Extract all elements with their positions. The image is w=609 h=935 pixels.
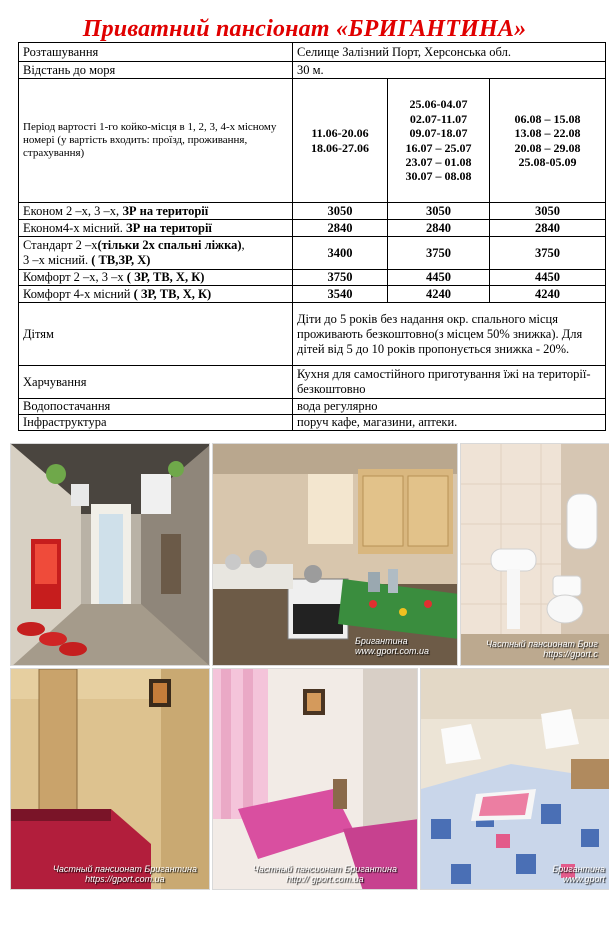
children-label: Дітям — [19, 303, 293, 366]
caption-line: http:// gport.com.ua — [286, 874, 364, 885]
table-row-econom-2 — [19, 220, 606, 237]
caption-line: www.gport — [562, 874, 605, 885]
table-row-food — [19, 366, 606, 399]
caption-line: Бригантина — [354, 636, 408, 647]
table-row-comfort-2 — [19, 286, 606, 303]
food-label: Харчування — [19, 366, 293, 399]
kitchen-caption — [355, 637, 429, 657]
price-cell: 4450 — [490, 270, 606, 286]
kitchen-photo — [212, 443, 458, 666]
period-col-2 — [388, 79, 490, 203]
table-row-period — [19, 79, 606, 203]
room-2-image — [213, 669, 418, 890]
room-amenities: ( ЗР, ТВ, Х, К) — [126, 270, 205, 284]
period-label: Період вартості 1-го койко-місця в 1, 2, 3, 4-х місному номері (у вартість входить: проїзд, проживання, страхування) — [19, 79, 293, 203]
corridor-image — [11, 444, 210, 666]
caption-line: Частный пансионат Бригантина — [52, 864, 197, 875]
price-cell: 3050 — [388, 203, 490, 220]
period-date: 06.08 – 15.08 — [514, 111, 581, 126]
room-1-image — [11, 669, 210, 890]
room-type: Стандарт 2 –х — [23, 238, 98, 252]
caption-line: Бригантина — [552, 864, 605, 875]
distance-label: Відстань до моря — [19, 62, 293, 79]
period-date: 16.07 – 25.07 — [405, 140, 472, 155]
table-row-distance — [19, 62, 606, 79]
corridor-photo — [10, 443, 210, 666]
econom-1-label — [19, 203, 293, 220]
table-row-location — [19, 43, 606, 62]
room-2-photo — [212, 668, 418, 890]
caption-line: Частный пансионат Бригантина — [252, 864, 397, 875]
econom-2-label — [19, 220, 293, 237]
table-row-standard — [19, 237, 606, 270]
water-label: Водопостачання — [19, 399, 293, 415]
page-title: Приватний пансіонат «БРИГАНТИНА» — [82, 16, 527, 42]
room-type: Комфорт 4-х місний — [23, 286, 134, 301]
price-cell: 3050 — [293, 203, 388, 220]
price-cell: 3050 — [490, 203, 606, 220]
food-value: Кухня для самостійного приготування їжі на території-безкоштовно — [293, 366, 606, 399]
room-type: Економ4-х місний. — [23, 220, 126, 235]
table-row-econom-1 — [19, 203, 606, 220]
room-1-caption — [53, 865, 197, 885]
price-cell: 3750 — [490, 237, 606, 270]
location-value: Селище Залізний Порт, Херсонська обл. — [293, 43, 606, 62]
bathroom-caption — [486, 640, 598, 660]
caption-line: Частный пансионат Бриг — [486, 639, 598, 650]
period-date: 11.06-20.06 — [311, 126, 369, 141]
period-col-1 — [293, 79, 388, 203]
price-cell: 3750 — [293, 270, 388, 286]
period-date: 13.08 – 22.08 — [514, 126, 581, 141]
table-row-children — [19, 303, 606, 366]
caption-line: https://gport.com.ua — [85, 874, 165, 885]
location-label: Розташування — [19, 43, 293, 62]
price-table — [18, 42, 606, 431]
period-date: 30.07 – 08.08 — [405, 169, 472, 184]
photo-gallery — [10, 443, 609, 890]
period-col-3 — [490, 79, 606, 203]
bathroom-photo — [460, 443, 609, 666]
room-amenities: ( ЗР, ТВ, Х, К) — [133, 286, 212, 301]
price-cell: 2840 — [490, 220, 606, 237]
room-amenities: ЗР на території — [122, 203, 209, 218]
period-date: 20.08 – 29.08 — [514, 140, 581, 155]
price-cell: 3540 — [293, 286, 388, 303]
period-date: 23.07 – 01.08 — [405, 154, 472, 169]
room-3-caption — [552, 865, 605, 885]
price-cell: 3400 — [293, 237, 388, 270]
room-2-caption — [253, 865, 397, 885]
water-value: вода регулярно — [293, 399, 606, 415]
infrastructure-label: Інфраструктура — [19, 415, 293, 431]
room-type: Економ 2 –х, 3 –х, — [23, 203, 123, 218]
room-type: Комфорт 2 –х, 3 –х — [23, 270, 127, 284]
price-cell: 4450 — [388, 270, 490, 286]
standard-label — [19, 237, 293, 270]
distance-value: 30 м. — [293, 62, 606, 79]
caption-line: www.gport.com.ua — [354, 646, 429, 657]
comfort-1-label — [19, 270, 293, 286]
separator: , — [241, 238, 245, 252]
room-3-image — [421, 669, 609, 890]
room-amenities: ( ТВ,ЗР, Х) — [91, 253, 151, 267]
room-amenities: ЗР на території — [125, 220, 212, 235]
room-1-photo — [10, 668, 210, 890]
room-type: 3 –х місний. — [23, 253, 92, 267]
table-row-comfort-1 — [19, 270, 606, 286]
children-value: Діти до 5 років без надання окр. спального місця проживають безкоштовно(з місцем 50% знижка). Для дітей від 5 до 10 років пропонується знижка - 20%. — [293, 303, 606, 366]
price-cell: 4240 — [490, 286, 606, 303]
infrastructure-value: поруч кафе, магазини, аптеки. — [293, 415, 606, 431]
price-cell: 2840 — [388, 220, 490, 237]
period-date: 25.06-04.07 — [409, 97, 468, 112]
room-note: (тільки 2х спальні ліжка) — [97, 238, 242, 252]
price-cell: 2840 — [293, 220, 388, 237]
table-row-water — [19, 399, 606, 415]
period-date: 09.07-18.07 — [409, 126, 468, 141]
period-date: 25.08-05.09 — [518, 154, 577, 169]
period-date: 02.07-11.07 — [409, 111, 468, 126]
room-3-photo — [420, 668, 609, 890]
price-cell: 3750 — [388, 237, 490, 270]
caption-line: https://gport.c — [543, 649, 598, 660]
bathroom-image — [461, 444, 609, 666]
comfort-2-label — [19, 286, 293, 303]
period-date: 18.06-27.06 — [311, 140, 369, 155]
price-cell: 4240 — [388, 286, 490, 303]
kitchen-image — [213, 444, 458, 666]
table-row-infrastructure — [19, 415, 606, 431]
